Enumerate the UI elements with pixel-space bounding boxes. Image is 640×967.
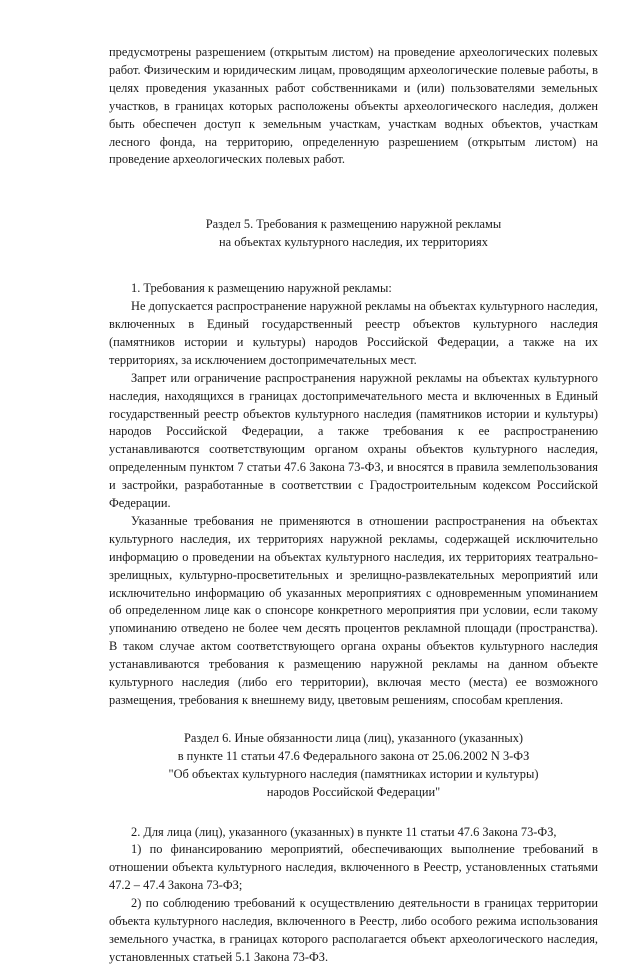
section5-heading-line1: Раздел 5. Требования к размещению наружной рекламы	[205, 217, 502, 232]
section5-item1: 1. Требования к размещению наружной рекламы:	[131, 281, 392, 296]
section6-heading	[109, 730, 598, 802]
section5-heading	[109, 216, 598, 252]
section6-heading-line2: в пункте 11 статьи 47.6 Федерального закона от 25.06.2002 N 3-ФЗ	[177, 748, 530, 763]
document-page	[109, 44, 598, 967]
section6-subitem-2: 2) по соблюдению требований к осуществлению деятельности в границах территории объекта культурного наследия, включенного в Реестр, либо особого режима использования земельного участка, в границах которого располагается объект археологического наследия, установленных статьей 5.1 Закона 73-ФЗ.	[109, 896, 598, 964]
section6-item2: 2. Для лица (лиц), указанного (указанных) в пункте 11 статьи 47.6 Закона 73-ФЗ,	[131, 824, 557, 839]
section5-heading-line2: на объектах культурного наследия, их территориях	[219, 235, 488, 250]
section6-heading-line3: "Об объектах культурного наследия (памятниках истории и культуры)	[168, 766, 539, 781]
intro-paragraph: предусмотрены разрешением (открытым листом) на проведение археологических полевых работ. Физическим и юридическим лицам, проводящим археологические полевые работы, в целях проведения указанных работ собственниками и (или) пользователями земельных участков, в границах которых расположены объекты археологического наследия, должен быть обеспечен доступ к земельным участкам, участкам водных объектов, участкам лесного фонда, на территорию, определенную разрешением (открытым листом) на проведение археологических полевых работ.	[109, 45, 598, 167]
section5-paragraph-3: Указанные требования не применяются в отношении распространения на объектах культурного наследия, их территориях наружной рекламы, содержащей исключительно информацию о проведении на объектах культурного наследия, их территориях театрально-зрелищных, культурно-просветительных и зрелищно-развлекательных мероприятий или исключительно информацию об указанных мероприятиях с одновременным упоминанием об определенном лице как о спонсоре конкретного мероприятия при условии, если такому упоминанию отведено не более чем десять процентов рекламной площади (пространства). В таком случае актом соответствующего органа охраны объектов культурного наследия устанавливаются требования к размещению наружной рекламы на данном объекте культурного наследия (либо его территории), включая место (места) ее возможного размещения, требования к внешнему виду, цветовым решениям, способам крепления.	[109, 513, 598, 707]
section6-subitem-1: 1) по финансированию мероприятий, обеспечивающих выполнение требований в отношении объекта культурного наследия, включенного в Реестр, установленных статьями 47.2 – 47.4 Закона 73-ФЗ;	[109, 842, 598, 893]
section6-heading-line4: народов Российской Федерации"	[266, 784, 441, 799]
section6-heading-line1: Раздел 6. Иные обязанности лица (лиц), указанного (указанных)	[183, 730, 524, 745]
section5-paragraph-2: Запрет или ограничение распространения наружной рекламы на объектах культурного наследия, находящихся в границах достопримечательного места и включенных в Единый государственный реестр объектов культурного наследия (памятников истории и культуры) народов Российской Федерации, а также требования к ее распространению устанавливаются соответствующим органом охраны объектов культурного наследия, определенным пунктом 7 статьи 47.6 Закона 73-ФЗ, и вносятся в правила землепользования и застройки, разработанные в соответствии с Градостроительным кодексом Российской Федерации.	[109, 370, 598, 511]
section5-paragraph-1: Не допускается распространение наружной рекламы на объектах культурного наследия, включенных в Единый государственный реестр объектов культурного наследия (памятников истории и культуры) народов Российской Федерации, а также на их территориях, за исключением достопримечательных мест.	[109, 299, 598, 367]
